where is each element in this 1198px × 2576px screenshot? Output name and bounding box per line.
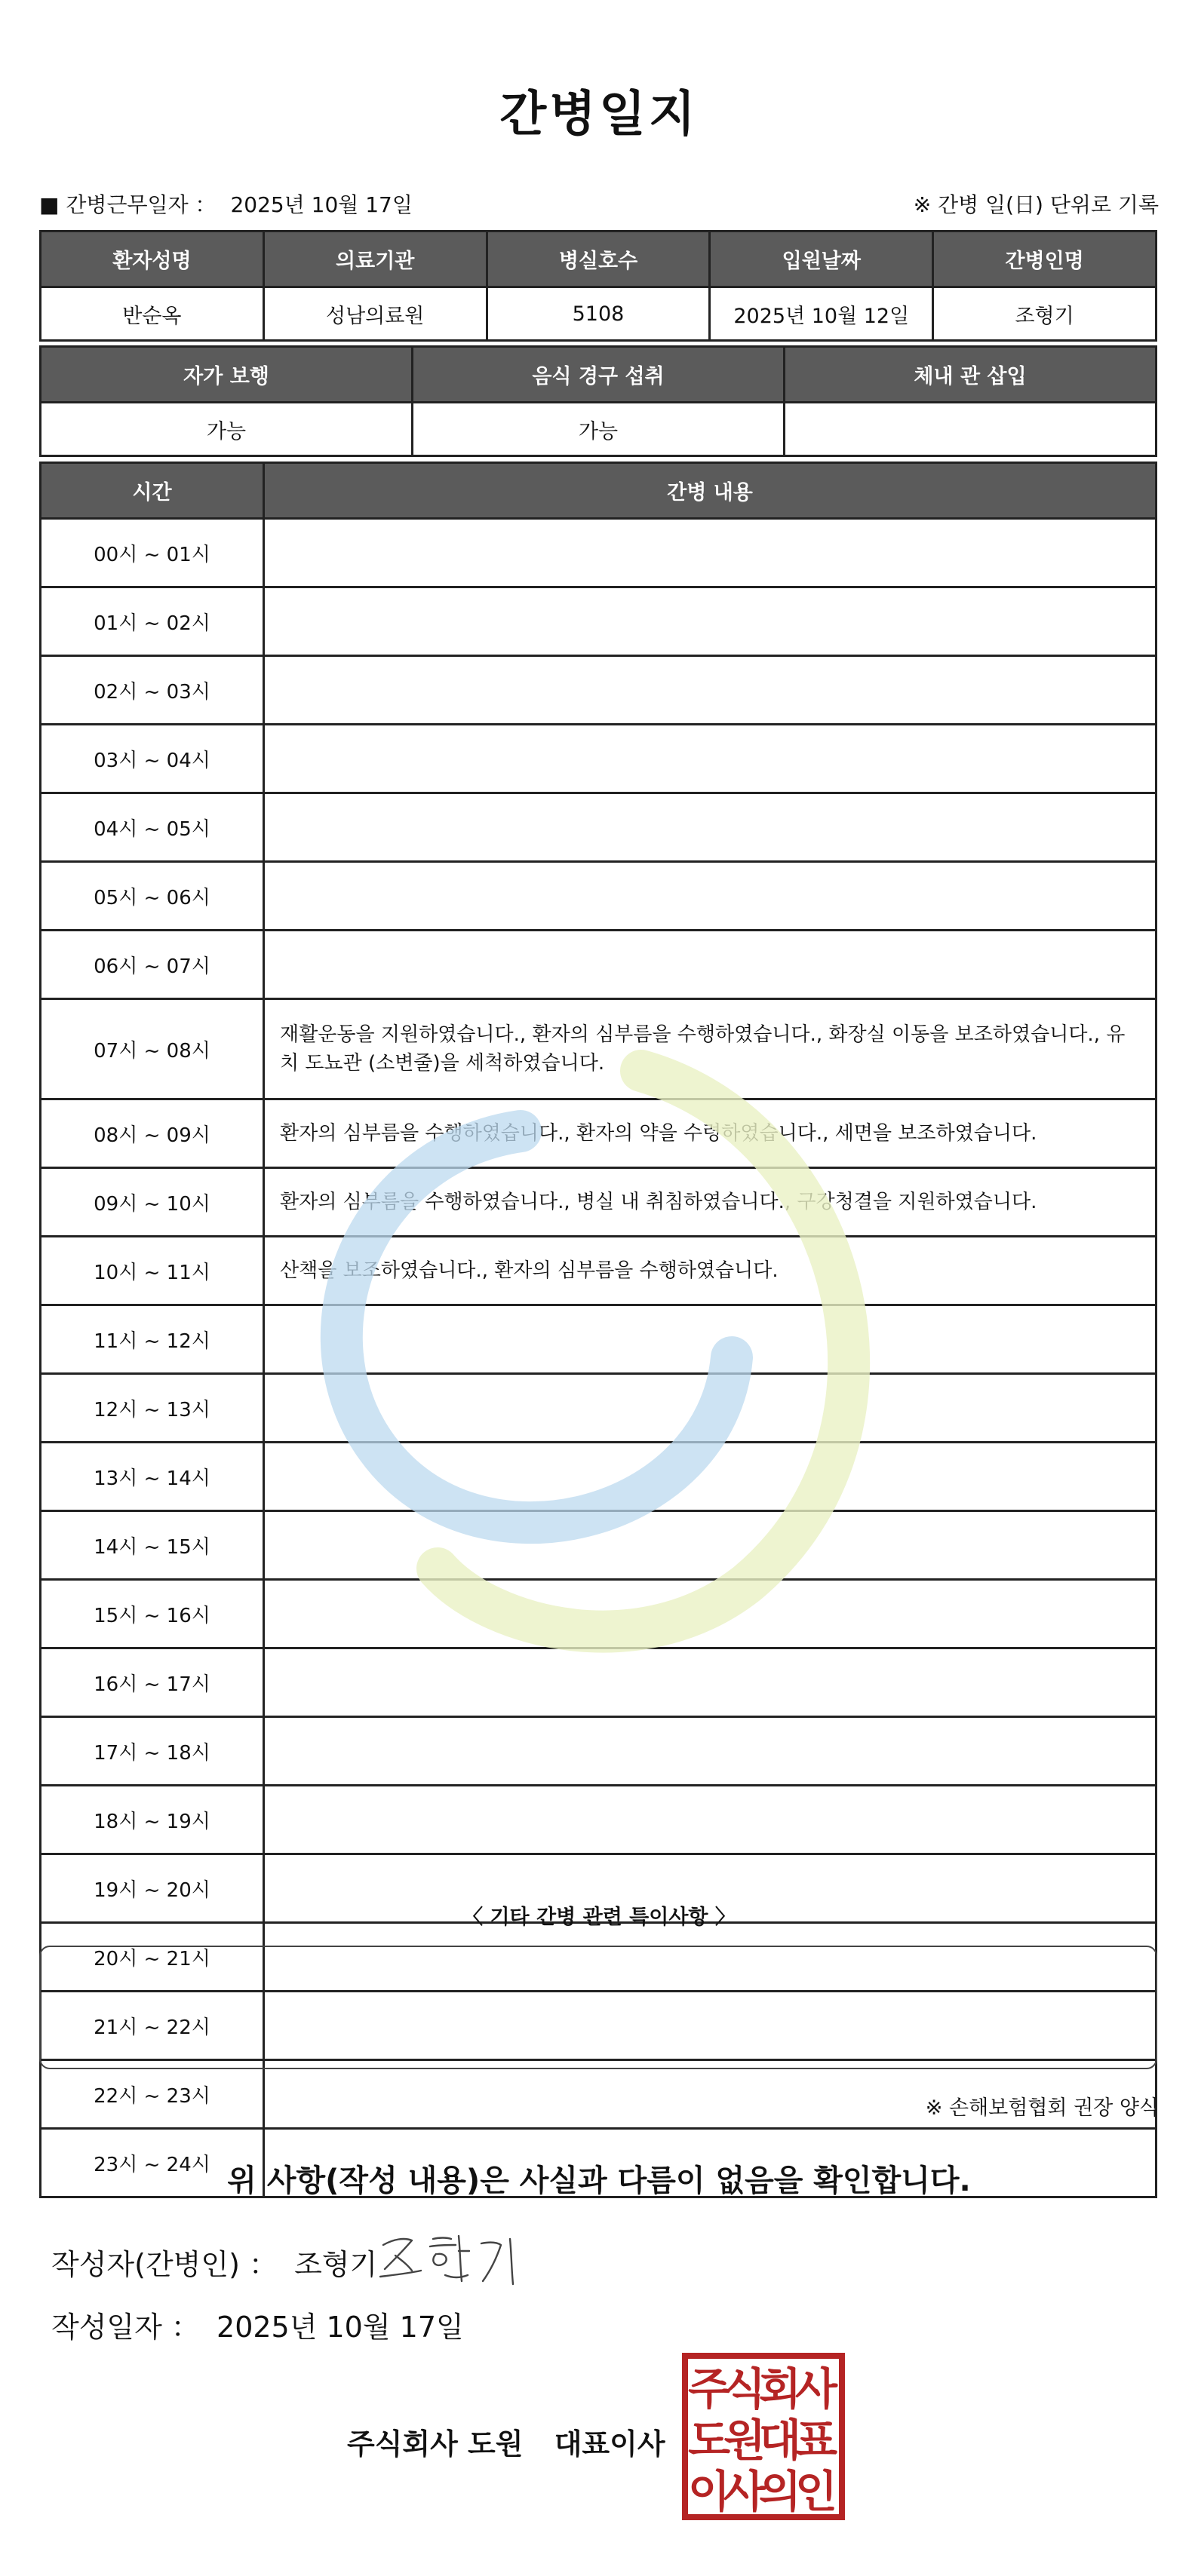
institution: 성남의료원 [263,287,487,341]
time-cell: 10시 ~ 11시 [41,1237,264,1305]
written-date-value: 2025년 10월 17일 [217,2311,464,2344]
svg-text:대: 대 [758,2415,802,2466]
table-row [41,1580,1157,1648]
content-cell [264,725,1157,793]
content-cell [264,931,1157,999]
writer-label: 작성자(간병인) ： [51,2248,278,2281]
time-cell: 07시 ~ 08시 [41,999,264,1099]
content-cell: 재활운동을 지원하였습니다., 환자의 심부름을 수행하였습니다., 화장실 이동을 보조하였습니다., 유치 도뇨관 (소변줄)을 세척하였습니다. [264,999,1157,1099]
table-row [41,1099,1157,1168]
table-row [41,999,1157,1099]
table-row [41,725,1157,793]
admission-date: 2025년 10월 12일 [710,287,933,341]
content-cell [264,793,1157,862]
header-tube-insertion: 체내 관 삽입 [785,347,1157,403]
time-cell: 15시 ~ 16시 [41,1580,264,1648]
time-cell: 00시 ~ 01시 [41,519,264,587]
patient-ability-table [39,345,1157,457]
table-row [41,1443,1157,1511]
table-row [41,1374,1157,1443]
time-cell: 11시 ~ 12시 [41,1305,264,1374]
content-cell: 산책을 보조하였습니다., 환자의 심부름을 수행하였습니다. [264,1237,1157,1305]
header-room-number: 병실호수 [487,232,710,287]
svg-text:원: 원 [723,2415,766,2466]
content-cell [264,1305,1157,1374]
header-institution: 의료기관 [263,232,487,287]
confirmation-statement: 위 사항(작성 내용)은 사실과 다름이 없음을 확인합니다. [227,2164,971,2198]
svg-text:식: 식 [723,2363,766,2415]
record-unit-note: ※ 간병 일(日) 단위로 기록 [913,192,1159,217]
company-name: 주식회사 도원 [347,2427,524,2461]
hourly-care-log-table [39,462,1157,2198]
svg-text:의: 의 [758,2466,802,2517]
work-date [39,189,413,219]
table-row [41,1305,1157,1374]
caregiver-name: 조형기 [933,287,1157,341]
table-row [41,1786,1157,1854]
table-row [41,587,1157,656]
table-row [41,931,1157,999]
time-cell: 19시 ~ 20시 [41,1854,264,1923]
content-cell [264,656,1157,725]
svg-text:회: 회 [758,2363,802,2415]
content-cell: 환자의 심부름을 수행하였습니다., 병실 내 취침하였습니다., 구강청결을 지원하였습니다. [264,1168,1157,1237]
svg-text:주: 주 [687,2363,731,2415]
svg-text:인: 인 [794,2466,838,2517]
svg-text:도: 도 [687,2415,731,2466]
table-row [41,1511,1157,1580]
header-care-content: 간병 내용 [264,463,1157,519]
header-oral-intake: 음식 경구 섭취 [413,347,785,403]
header-patient-name: 환자성명 [41,232,264,287]
svg-text:이: 이 [687,2466,731,2517]
time-cell: 20시 ~ 21시 [41,1923,264,1992]
table-header-row [41,232,1157,287]
time-cell: 02시 ~ 03시 [41,656,264,725]
content-cell [264,1511,1157,1580]
table-header-row [41,463,1157,519]
special-notes-title: 〈 기타 간병 관련 특이사항 〉 [462,1906,736,1929]
content-cell [264,519,1157,587]
header-self-walking: 자가 보행 [41,347,413,403]
content-cell [264,1786,1157,1854]
time-cell: 03시 ~ 04시 [41,725,264,793]
content-cell [264,862,1157,931]
time-cell: 16시 ~ 17시 [41,1648,264,1717]
ceo-title: 대표이사 [554,2427,665,2461]
time-cell: 21시 ~ 22시 [41,1992,264,2060]
table-header-row [41,347,1157,403]
room-number: 5108 [487,287,710,341]
header-admission-date: 입원날짜 [710,232,933,287]
content-cell: 환자의 심부름을 수행하였습니다., 환자의 약을 수령하였습니다., 세면을 보조하였습니다. [264,1099,1157,1168]
table-row [41,1648,1157,1717]
svg-text:사: 사 [723,2466,766,2517]
written-date-line [51,2304,464,2345]
table-row [41,793,1157,862]
content-cell [264,1648,1157,1717]
writer-line [51,2241,377,2283]
content-cell [264,1717,1157,1786]
time-cell: 01시 ~ 02시 [41,587,264,656]
work-date-label: ■ 간병근무일자 ： [39,192,217,217]
company-seal-stamp [680,2351,846,2522]
table-row [41,1237,1157,1305]
svg-text:표: 표 [794,2415,838,2466]
time-cell: 23시 ~ 24시 [41,2129,264,2197]
table-row [41,403,1157,456]
table-row [41,287,1157,341]
table-row [41,656,1157,725]
content-cell [264,1580,1157,1648]
table-row [41,1717,1157,1786]
table-row [41,519,1157,587]
table-row [41,862,1157,931]
time-cell: 12시 ~ 13시 [41,1374,264,1443]
tube-insertion-value [785,403,1157,456]
content-cell [264,1374,1157,1443]
time-cell: 13시 ~ 14시 [41,1443,264,1511]
oral-intake-value: 가능 [413,403,785,456]
content-cell [264,587,1157,656]
special-notes-box [39,1946,1157,2069]
handwritten-signature [377,2228,521,2289]
patient-name: 반순옥 [41,287,264,341]
table-row [41,1168,1157,1237]
time-cell: 09시 ~ 10시 [41,1168,264,1237]
header-time: 시간 [41,463,264,519]
self-walking-value: 가능 [41,403,413,456]
time-cell: 14시 ~ 15시 [41,1511,264,1580]
time-cell: 04시 ~ 05시 [41,793,264,862]
header-caregiver-name: 간병인명 [933,232,1157,287]
patient-info-table [39,230,1157,342]
svg-text:사: 사 [794,2363,838,2415]
time-cell: 06시 ~ 07시 [41,931,264,999]
content-cell [264,1443,1157,1511]
company-line [347,2421,665,2462]
time-cell: 05시 ~ 06시 [41,862,264,931]
form-note: ※ 손해보험협회 권장 양식 [925,2096,1159,2120]
time-cell: 18시 ~ 19시 [41,1786,264,1854]
time-cell: 22시 ~ 23시 [41,2060,264,2129]
writer-name: 조형기 [294,2248,378,2281]
work-date-value: 2025년 10월 17일 [230,192,413,217]
time-cell: 08시 ~ 09시 [41,1099,264,1168]
written-date-label: 작성일자 ： [51,2311,200,2344]
page-title: 간병일지 [499,87,699,143]
time-cell: 17시 ~ 18시 [41,1717,264,1786]
